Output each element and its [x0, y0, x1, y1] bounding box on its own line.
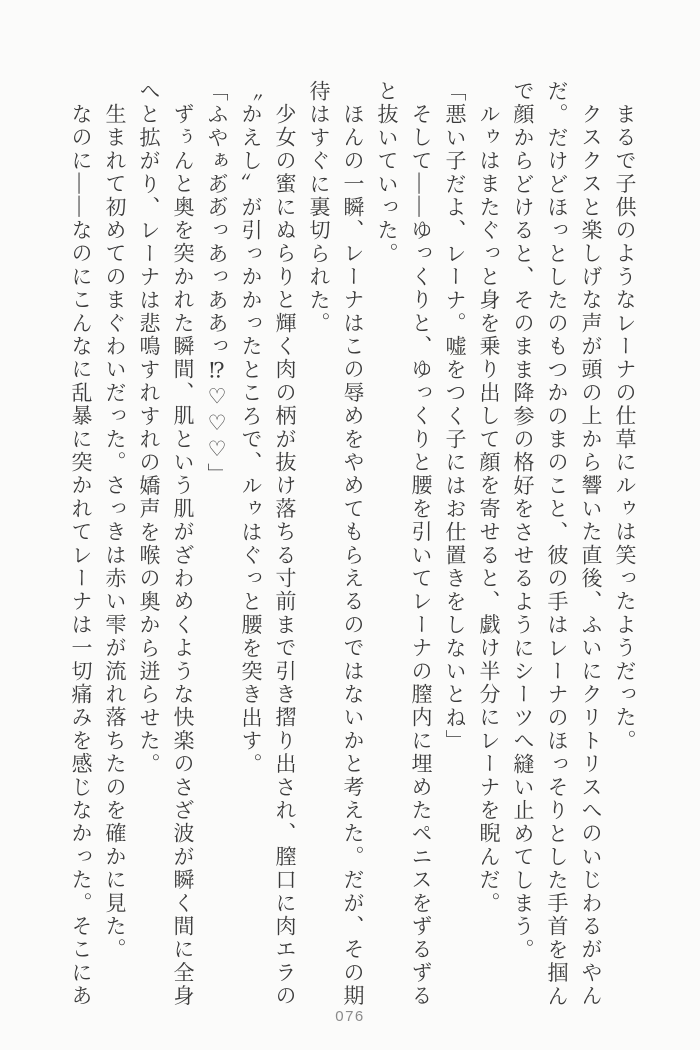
paragraph: ずぅんと奥を突かれた瞬間、肌という肌がざわめくような快楽のさざ波が瞬く間に全身へと拡がり、レーナは悲鳴すれすれの嬌声を喉の奥から迸らせた。	[137, 80, 195, 1008]
paragraph: ほんの一瞬、レーナはこの辱めをやめてもらえるのではないかと考えた。だが、その期待はすぐに裏切られた。	[307, 80, 365, 1008]
page-number: 076	[335, 1008, 365, 1025]
paragraph: 少女の蜜にぬらりと輝く肉の柄が抜け落ちる寸前まで引き摺り出され、膣口に肉エラの〝かえし〟が引っかかったところで、ルゥはぐっと腰を突き出す。	[239, 80, 297, 1008]
paragraph: クスクスと楽しげな声が頭の上から響いた直後、ふいにクリトリスへのいじわるがやんだ。だけどほっとしたのもつかのまのこと、彼の手はレーナのほっそりとした手首を掴んで顔からどけると、そのまま降参の格好をさせるようにシーツへ縫い止めてしまう。	[511, 80, 603, 1008]
paragraph: ルゥはまたぐっと身を乗り出して顔を寄せると、戯け半分にレーナを睨んだ。	[477, 103, 501, 916]
page-text	[64, 80, 642, 1008]
paragraph: 「悪い子だよ、レーナ。嘘をつく子にはお仕置きをしないとね」	[443, 80, 467, 753]
paragraph: 「ふやぁあ゙あ゙っあっああっ⁉♡♡♡」	[205, 80, 229, 487]
paragraph: そして――ゆっくりと、ゆっくりと腰を引いてレーナの膣内に埋めたペニスをずるずると抜いていった。	[375, 80, 433, 1008]
paragraph: なのに――なのにこんなに乱暴に突かれてレーナは一切痛みを感じなかった。そこにあ	[69, 103, 93, 1008]
paragraph: まるで子供のようなレーナの仕草にルゥは笑ったようだった。	[613, 103, 637, 753]
paragraph: 生まれて初めてのまぐわいだった。さっきは赤い雫が流れ落ちたのを確かに見た。	[103, 103, 127, 962]
